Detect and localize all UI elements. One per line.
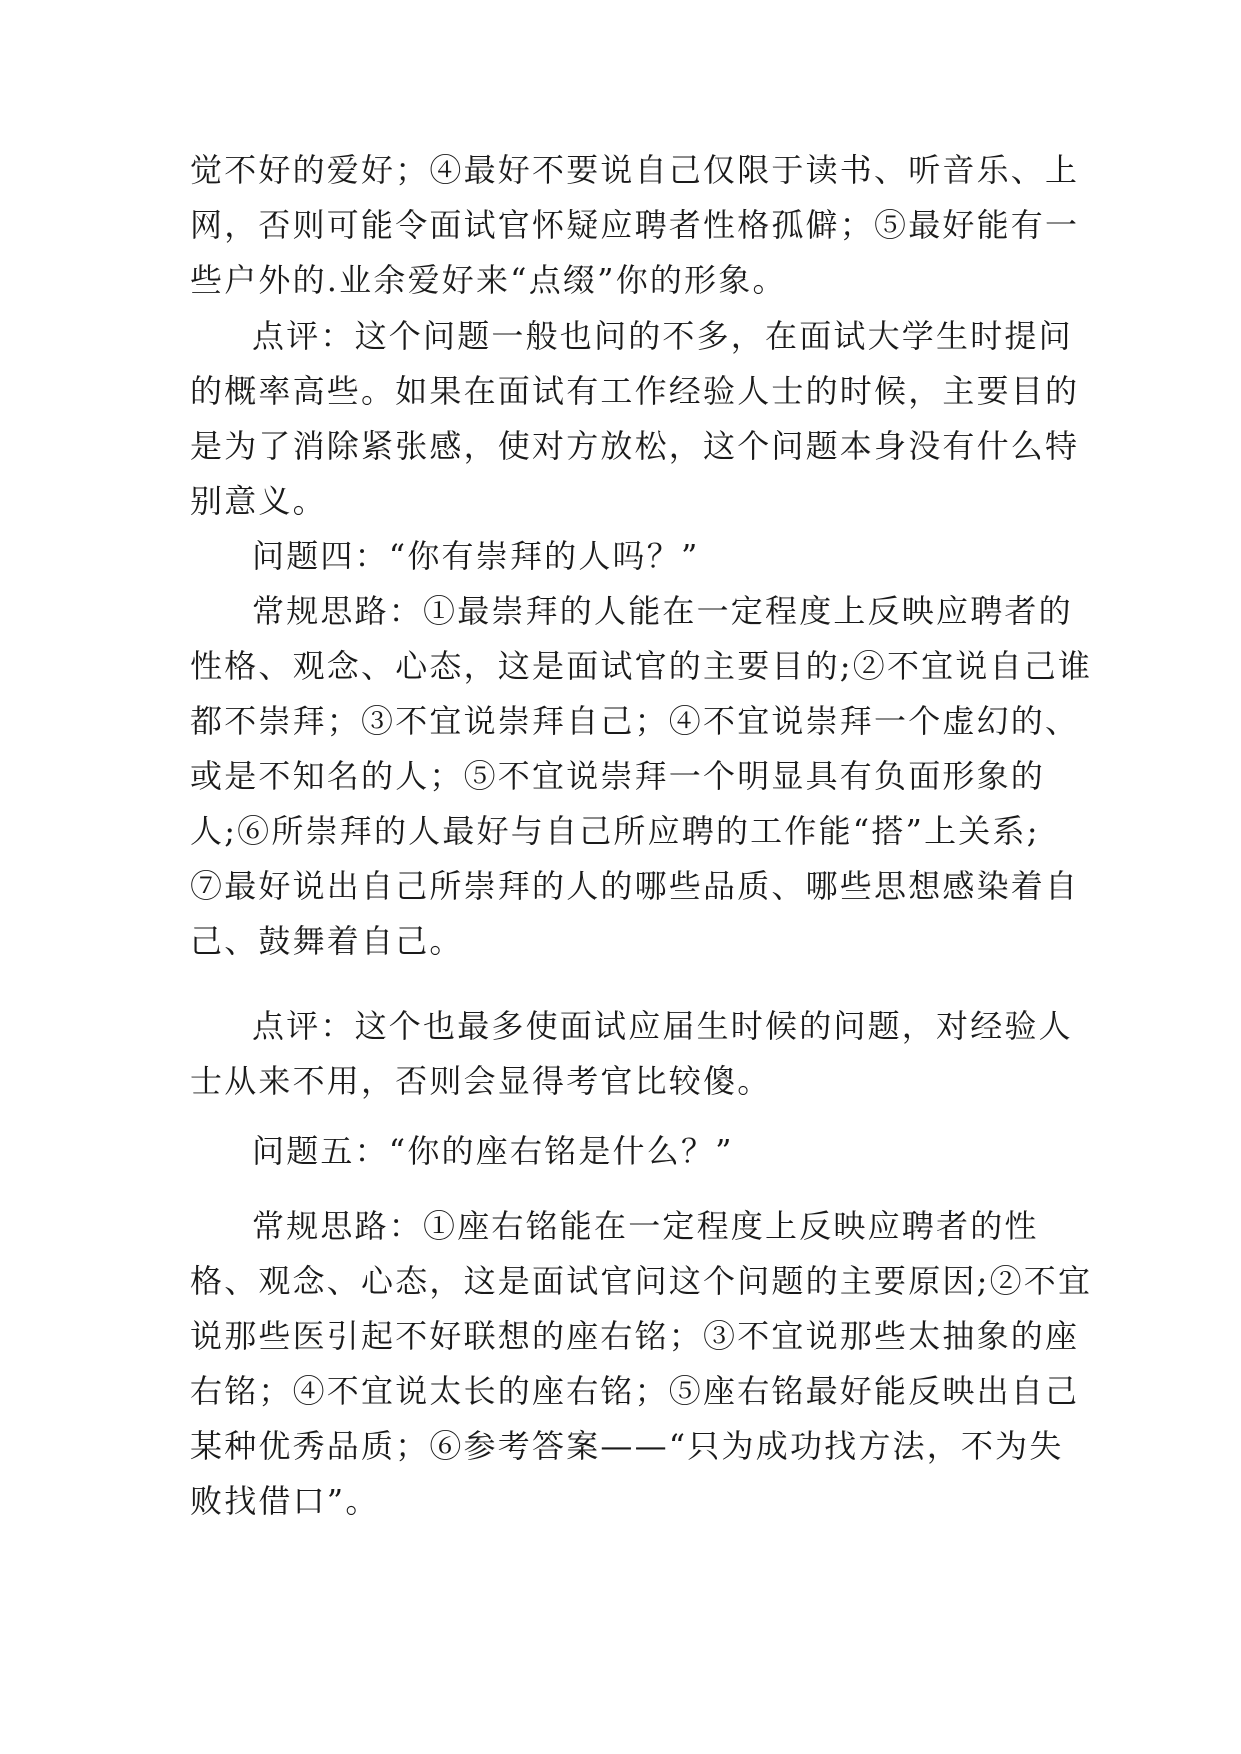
text-line: 网，否则可能令面试官怀疑应聘者性格孤僻；⑤最好能有一: [190, 206, 1080, 244]
text-line: 些户外的.业余爱好来“点缀”你的形象。: [190, 261, 787, 299]
text-line: 常规思路：①座右铭能在一定程度上反映应聘者的性: [252, 1207, 1039, 1245]
text-line: 常规思路：①最崇拜的人能在一定程度上反映应聘者的: [252, 592, 1073, 630]
text-line: 说那些医引起不好联想的座右铭；③不宜说那些太抽象的座: [190, 1317, 1080, 1355]
text-line: 人;⑥所崇拜的人最好与自己所应聘的工作能“搭”上关系;: [190, 812, 1040, 850]
text-line: 士从来不用，否则会显得考官比较傻。: [190, 1062, 772, 1100]
text-line: 格、观念、心态，这是面试官问这个问题的主要原因;②不宜: [190, 1262, 1093, 1300]
text-line: ⑦最好说出自己所崇拜的人的哪些品质、哪些思想感染着自: [190, 867, 1080, 905]
text-line: 别意义。: [190, 482, 327, 520]
text-line: 己、鼓舞着自己。: [190, 922, 464, 960]
text-line: 点评：这个问题一般也问的不多，在面试大学生时提问: [252, 317, 1073, 355]
text-line: 点评：这个也最多使面试应届生时候的问题，对经验人: [252, 1007, 1073, 1045]
text-line: 某种优秀品质；⑥参考答案——“只为成功找方法，不为失: [190, 1427, 1064, 1465]
text-line: 都不崇拜；③不宜说崇拜自己；④不宜说崇拜一个虚幻的、: [190, 702, 1080, 740]
text-line: 右铭；④不宜说太长的座右铭；⑤座右铭最好能反映出自己: [190, 1372, 1080, 1410]
text-line: 问题五：“你的座右铭是什么？”: [252, 1132, 734, 1170]
text-line: 是为了消除紧张感，使对方放松，这个问题本身没有什么特: [190, 427, 1080, 465]
text-line: 性格、观念、心态，这是面试官的主要目的;②不宜说自己谁: [190, 647, 1093, 685]
text-line: 败找借口”。: [190, 1482, 380, 1520]
text-line: 的概率高些。如果在面试有工作经验人士的时候，主要目的: [190, 372, 1080, 410]
text-line: 问题四：“你有崇拜的人吗？”: [252, 537, 700, 575]
text-line: 觉不好的爱好；④最好不要说自己仅限于读书、听音乐、上: [190, 151, 1080, 189]
text-line: 或是不知名的人；⑤不宜说崇拜一个明显具有负面形象的: [190, 757, 1046, 795]
